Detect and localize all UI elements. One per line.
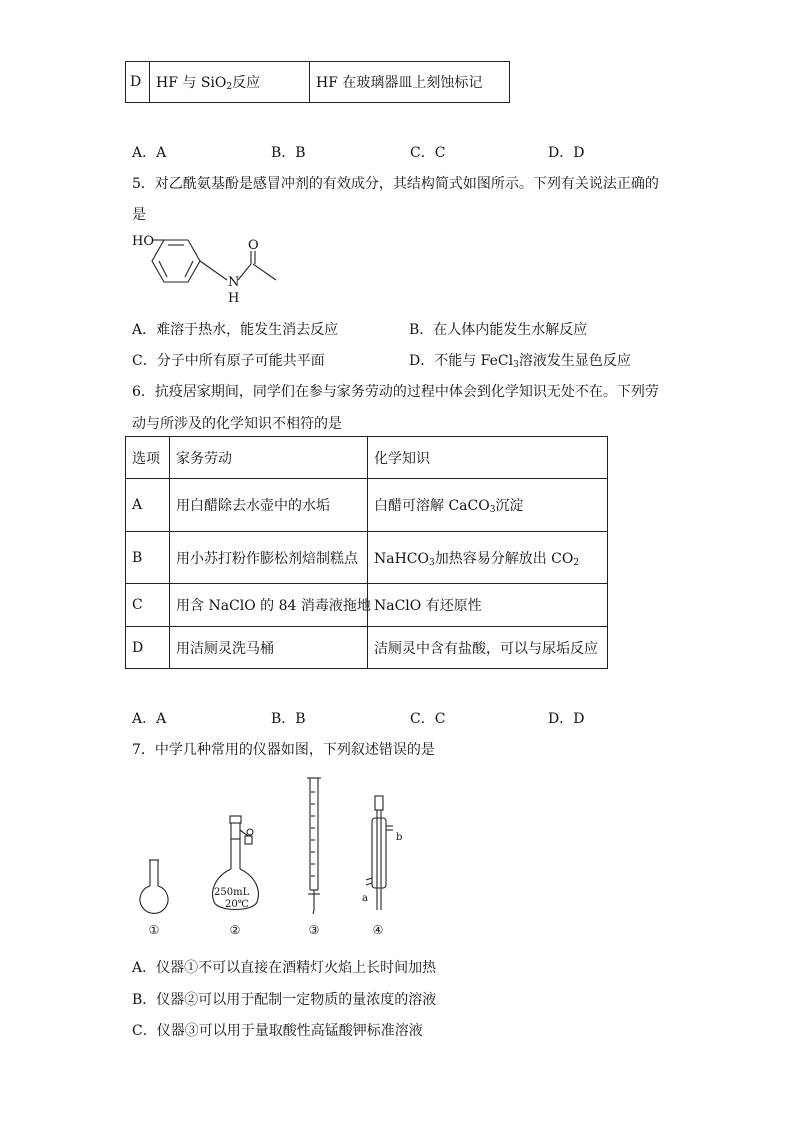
labor-cell: 用含 NaClO 的 84 消毒液拖地 — [170, 584, 368, 627]
q7-option-c[interactable]: C．仪器③可以用于量取酸性高锰酸钾标准溶液 — [132, 1023, 423, 1039]
option-d[interactable]: D．D — [548, 711, 585, 727]
option-b[interactable]: B．B — [271, 711, 306, 727]
knowledge-cell — [368, 479, 608, 532]
reaction-text: 反应 — [232, 75, 261, 91]
q7-instruments-figure — [130, 772, 420, 942]
knowledge-cell: HF 在玻璃器皿上刻蚀标记 — [310, 62, 510, 103]
subscript: 2 — [573, 557, 580, 568]
option-label-cell: D — [126, 62, 150, 103]
option-d[interactable]: D．D — [548, 145, 585, 161]
o-label: O — [248, 238, 259, 253]
instrument-number-2: ② — [229, 923, 241, 937]
q6-options — [132, 708, 692, 728]
option-text: D．不能与 FeCl — [409, 353, 514, 369]
knowledge-text: 加热容易分解放出 CO — [434, 550, 574, 567]
header-option: 选项 — [126, 437, 170, 479]
option-label-cell: C — [126, 584, 170, 627]
q5-stem-line2: 是 — [132, 207, 146, 223]
knowledge-text: 白醋可溶解 CaCO — [374, 498, 490, 514]
port-a-label: a — [362, 893, 368, 904]
header-knowledge: 化学知识 — [368, 437, 608, 479]
subscript: 3 — [513, 360, 519, 370]
option-b[interactable]: B．B — [271, 145, 306, 161]
subscript: 3 — [489, 505, 496, 515]
n-label: N — [228, 275, 240, 290]
burette — [307, 778, 321, 914]
table-row — [126, 584, 608, 627]
labor-cell: 用小苏打粉作膨松剂焙制糕点 — [170, 532, 368, 584]
q5-option-b[interactable]: B．在人体内能发生水解反应 — [409, 322, 588, 338]
instrument-number-4: ④ — [372, 923, 384, 937]
knowledge-text: 沉淀 — [495, 498, 524, 514]
knowledge-cell: 洁厕灵中含有盐酸，可以与尿垢反应 — [368, 627, 608, 669]
q5-option-a[interactable]: A．难溶于热水，能发生消去反应 — [132, 322, 339, 338]
labor-cell: 用白醋除去水壶中的水垢 — [170, 479, 368, 532]
instrument-number-1: ① — [148, 923, 160, 937]
q7-option-b[interactable]: B．仪器②可以用于配制一定物质的量浓度的溶液 — [132, 992, 437, 1008]
labor-cell: 用洁厕灵洗马桶 — [170, 627, 368, 669]
reaction-text: HF 与 SiO — [156, 75, 227, 91]
option-text: 溶液发生显色反应 — [518, 353, 631, 369]
table-row — [126, 532, 608, 584]
q5-option-c[interactable]: C．分子中所有原子可能共平面 — [132, 353, 325, 369]
q7-stem: 7．中学几种常用的仪器如图，下列叙述错误的是 — [132, 742, 435, 758]
option-label-cell: B — [126, 532, 170, 584]
reaction-cell — [150, 62, 310, 103]
option-c[interactable]: C．C — [410, 145, 446, 161]
subscript: 3 — [429, 557, 435, 568]
port-b-label: b — [396, 832, 403, 843]
option-label-cell: A — [126, 479, 170, 532]
h-label: H — [228, 291, 240, 306]
knowledge-text: NaHCO — [374, 550, 429, 567]
knowledge-cell — [368, 532, 608, 584]
q4-options — [132, 142, 692, 162]
q6-stem-line2: 动与所涉及的化学知识不相符的是 — [132, 416, 342, 432]
q6-table — [125, 436, 608, 669]
option-label-cell: D — [126, 627, 170, 669]
knowledge-cell: NaClO 有还原性 — [368, 584, 608, 627]
table-header-row — [126, 437, 608, 479]
header-labor: 家务劳动 — [170, 437, 368, 479]
condenser — [366, 796, 393, 910]
ho-label: HO — [132, 234, 154, 249]
option-c[interactable]: C．C — [410, 711, 446, 727]
acetaminophen-structure — [128, 228, 288, 310]
table-row — [126, 627, 608, 669]
q4-table — [125, 61, 510, 103]
q6-stem-line1: 6．抗疫居家期间，同学们在参与家务劳动的过程中体会到化学知识无处不在。下列劳 — [132, 384, 659, 400]
flask-volume-label: 250mL — [214, 887, 250, 898]
subscript: 2 — [226, 82, 233, 92]
q5-option-d[interactable] — [409, 350, 631, 370]
table-row — [126, 479, 608, 532]
option-a[interactable]: A．A — [132, 145, 167, 161]
q7-option-a[interactable]: A．仪器①不可以直接在酒精灯火焰上长时间加热 — [132, 960, 437, 976]
option-a[interactable]: A．A — [132, 711, 167, 727]
table-row — [126, 62, 510, 103]
instrument-number-3: ③ — [308, 923, 320, 937]
round-bottom-flask — [140, 860, 168, 913]
flask-temp-label: 20℃ — [225, 899, 249, 910]
q5-stem-line1: 5．对乙酰氨基酚是感冒冲剂的有效成分，其结构简式如图所示。下列有关说法正确的 — [132, 176, 659, 192]
